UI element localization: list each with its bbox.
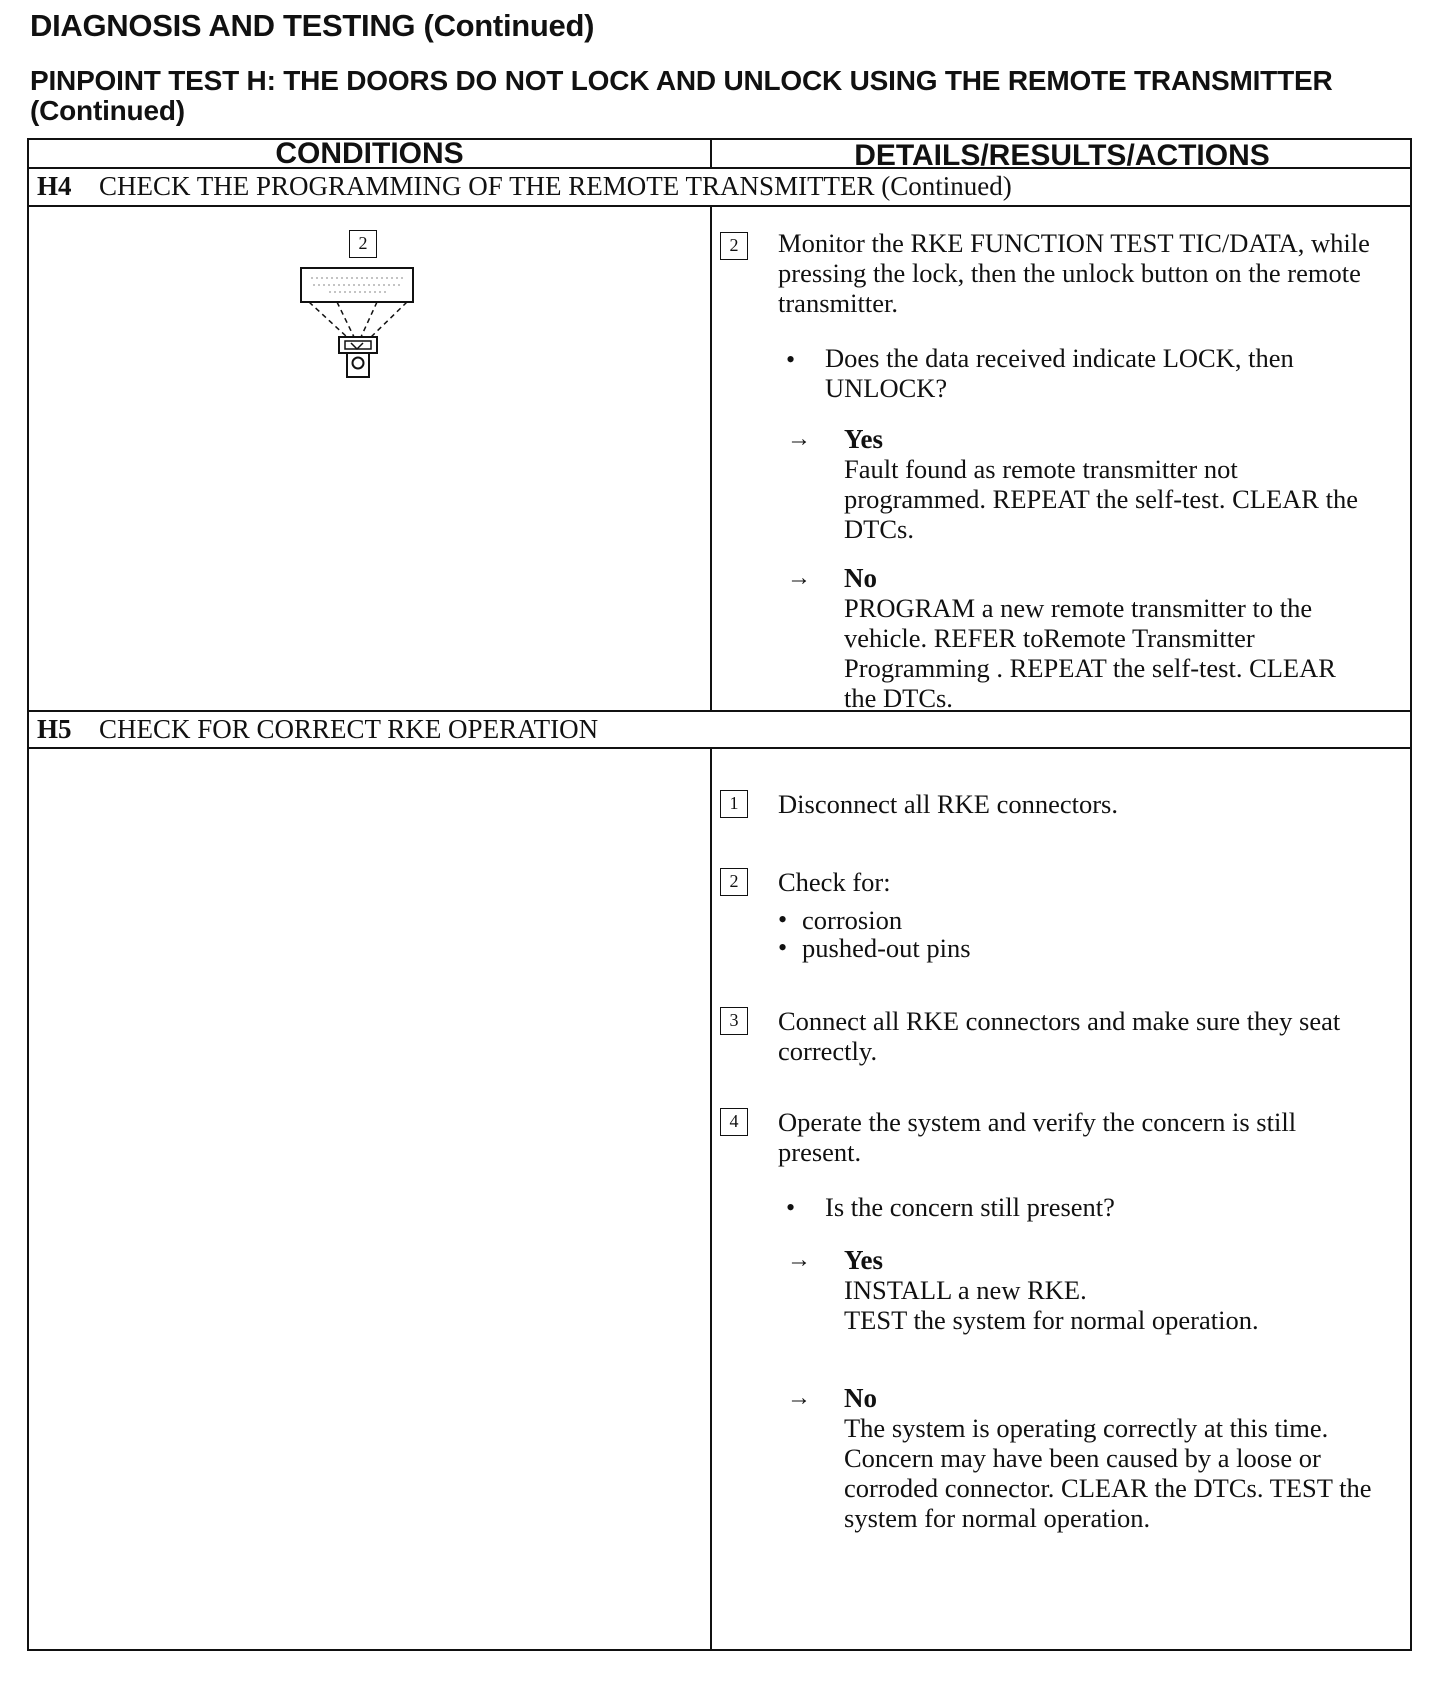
answer-no-label: No xyxy=(844,563,877,593)
step-h5-4-text: Operate the system and verify the concern is still present. xyxy=(778,1107,1297,1167)
step-h4-title: CHECK THE PROGRAMMING OF THE REMOTE TRANSMITTER (Continued) xyxy=(99,171,1012,201)
connector-icon xyxy=(339,337,377,377)
answer-no-text: PROGRAM a new remote transmitter to the vehicle. REFER toRemote Transmitter Programming . REPEAT the self-test. CLEAR the DTCs. xyxy=(844,593,1336,713)
bullet-icon: • xyxy=(778,905,788,934)
test-title: PINPOINT TEST H: THE DOORS DO NOT LOCK AND UNLOCK USING THE REMOTE TRANSMITTER (Continued) xyxy=(30,65,1333,126)
step-h4-id: H4 xyxy=(37,171,72,201)
bullet-icon: • xyxy=(786,345,796,374)
conditions-header: CONDITIONS xyxy=(275,137,464,170)
answer-yes-line: INSTALL a new RKE. xyxy=(844,1275,1087,1305)
step-h4-2-number: 2 xyxy=(720,232,748,260)
step-h5-3-text: Connect all RKE connectors and make sure they seat correctly. xyxy=(778,1006,1341,1066)
answer-yes-text: Fault found as remote transmitter not programmed. REPEAT the self-test. CLEAR the DTCs. xyxy=(844,454,1358,544)
figure-step-number: 2 xyxy=(349,230,377,258)
pinpoint-test-table xyxy=(27,138,1412,1651)
bullet-icon: • xyxy=(786,1193,796,1222)
row-divider xyxy=(29,747,1410,749)
check-item: pushed-out pins xyxy=(802,933,971,963)
column-divider xyxy=(710,747,712,1651)
step-h5-4-number: 4 xyxy=(720,1108,748,1136)
column-divider xyxy=(710,205,712,710)
step-h5-2-number: 2 xyxy=(720,868,748,896)
arrow-right-icon: → xyxy=(787,426,811,452)
row-divider xyxy=(29,205,1410,207)
step-h5-title: CHECK FOR CORRECT RKE OPERATION xyxy=(99,714,599,744)
answer-yes-label: Yes xyxy=(844,424,883,454)
bullet-icon: • xyxy=(778,933,788,962)
scan-tool-figure xyxy=(299,265,419,390)
question-h5: Is the concern still present? xyxy=(825,1192,1115,1222)
arrow-right-icon: → xyxy=(787,1385,811,1411)
answer-no-text: The system is operating correctly at this time. Concern may have been caused by a loose or corroded connector. CLEAR the DTCs. TEST the system for normal operation. xyxy=(844,1413,1372,1533)
step-h4-heading xyxy=(37,171,1012,202)
details-header: DETAILS/RESULTS/ACTIONS xyxy=(854,139,1270,172)
step-h5-2-text: Check for: xyxy=(778,867,891,897)
arrow-right-icon: → xyxy=(787,565,811,591)
cable-lines-icon xyxy=(309,302,407,337)
answer-no-label: No xyxy=(844,1383,877,1413)
check-item: corrosion xyxy=(802,905,903,935)
page-title: DIAGNOSIS AND TESTING (Continued) xyxy=(30,8,595,43)
step-h5-1-text: Disconnect all RKE connectors. xyxy=(778,789,1118,819)
step-h4-2-text: Monitor the RKE FUNCTION TEST TIC/DATA, while pressing the lock, then the unlock button on the remote transmitter. xyxy=(778,228,1370,318)
step-h5-id: H5 xyxy=(37,714,72,744)
answer-yes-label: Yes xyxy=(844,1245,883,1275)
arrow-right-icon: → xyxy=(787,1247,811,1273)
question-h4: Does the data received indicate LOCK, then UNLOCK? xyxy=(825,343,1294,403)
scan-tool-icon xyxy=(301,268,413,302)
answer-yes-line: TEST the system for normal operation. xyxy=(844,1305,1259,1335)
step-h5-3-number: 3 xyxy=(720,1007,748,1035)
step-h5-1-number: 1 xyxy=(720,790,748,818)
step-h5-heading xyxy=(37,714,598,745)
answer-yes-text xyxy=(844,1275,1374,1335)
